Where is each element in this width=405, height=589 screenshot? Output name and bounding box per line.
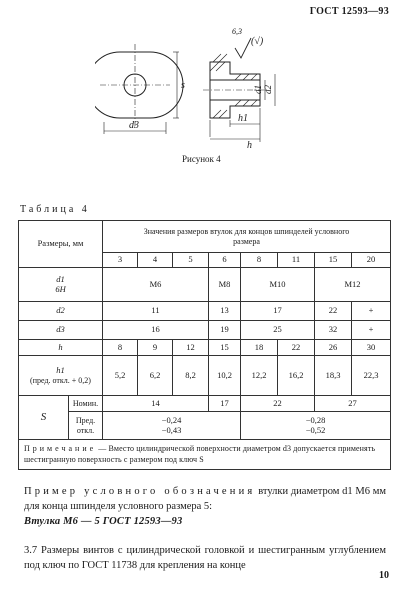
size-cell: 8 [241,253,278,268]
table-cell: 22 [315,302,352,321]
table-cell: 17 [241,302,315,321]
table-cell: М12 [315,268,391,302]
dev-upper: −0,24 [161,414,182,425]
d1-label [19,268,103,302]
table-cell: + [352,302,391,321]
dev-lower: −0,52 [305,424,326,435]
figure-4-drawing [95,22,310,152]
table-cell: + [352,321,391,340]
col-group-header: Значения размеров втулок для концов шпинделей условного размера [103,221,391,253]
note-text: — Вместо цилиндрической поверхности диаметром d3 допускается применять шестигранную поверхность с размером под ключ S [24,443,376,464]
table-cell: 8 [103,340,138,356]
size-cell: 5 [173,253,209,268]
table-cell: 19 [209,321,241,340]
deviation-cell [241,412,391,440]
table-cell: 18,3 [315,356,352,396]
table-cell: 26 [315,340,352,356]
table-cell: 27 [315,396,391,412]
standard-header: ГОСТ 12593—93 [309,6,389,17]
table-cell: 16 [103,321,209,340]
designation-example [24,484,386,530]
table-cell: М8 [209,268,241,302]
table-cell: 14 [103,396,209,412]
bushing-dimensions-table [18,220,391,470]
table-cell: 12 [173,340,209,356]
size-cell: 11 [278,253,315,268]
size-cell: 3 [103,253,138,268]
table-cell: 12,2 [241,356,278,396]
roughness-mark: (√) [251,36,264,47]
table-cell: 9 [138,340,173,356]
table-cell: 22 [278,340,315,356]
note-title: Примечание [24,443,97,453]
table-cell: 22 [241,396,315,412]
h1-tolerance: (пред. откл. + 0,2) [30,375,91,385]
table-caption: Таблица 4 [20,204,90,215]
table-cell: 25 [241,321,315,340]
d1-tolerance: 6H [55,283,66,294]
d2-label: d2 [19,302,103,321]
example-designation: Втулка М6 — 5 ГОСТ 12593—93 [24,516,183,528]
label-d3: d3 [129,120,139,131]
dev-lower: −0,43 [161,424,182,435]
label-s: s [181,80,185,91]
table-cell: 15 [209,340,241,356]
example-title: Пример условного обозначения [24,486,256,497]
size-cell: 20 [352,253,391,268]
table-cell: 18 [241,340,278,356]
page-number: 10 [379,570,389,581]
paragraph-3-7: 3.7 Размеры винтов с цилиндрической головкой и шестигранным углублением под ключ по ГОСТ 11738 для крепления на конце [24,545,386,572]
table-cell: 17 [209,396,241,412]
example-text: втулки диаметром d1 М6 мм для конца шпинделя условного размера 5: [24,486,386,513]
deviation-cell [103,412,241,440]
table-cell: 11 [103,302,209,321]
label-d1: d1 [253,85,263,94]
dev-upper: −0,28 [305,414,326,425]
table-cell: 16,2 [278,356,315,396]
roughness-value: 6,3 [232,27,242,36]
table-cell: М6 [103,268,209,302]
nomin-label: Номин. [69,396,103,412]
d3-label: d3 [19,321,103,340]
table-cell: 13 [209,302,241,321]
d1-symbol: d1 [56,273,65,284]
label-d2: d2 [263,85,273,94]
table-cell: 32 [315,321,352,340]
table-note [19,440,391,470]
table-cell: 30 [352,340,391,356]
label-h: h [247,140,252,151]
deviation-label: Пред. откл. [69,412,103,440]
size-cell: 6 [209,253,241,268]
table-cell: 8,2 [173,356,209,396]
label-h1: h1 [238,113,248,124]
table-cell: 22,3 [352,356,391,396]
table-cell: 10,2 [209,356,241,396]
table-cell: 6,2 [138,356,173,396]
size-cell: 4 [138,253,173,268]
figure-caption: Рисунок 4 [182,154,221,164]
size-cell: 15 [315,253,352,268]
h1-label [19,356,103,396]
s-label: S [19,396,69,440]
h1-symbol: h1 [56,364,65,375]
table-cell: 5,2 [103,356,138,396]
row-header-cell: Размеры, мм [19,221,103,268]
table-cell: М10 [241,268,315,302]
h-label: h [19,340,103,356]
